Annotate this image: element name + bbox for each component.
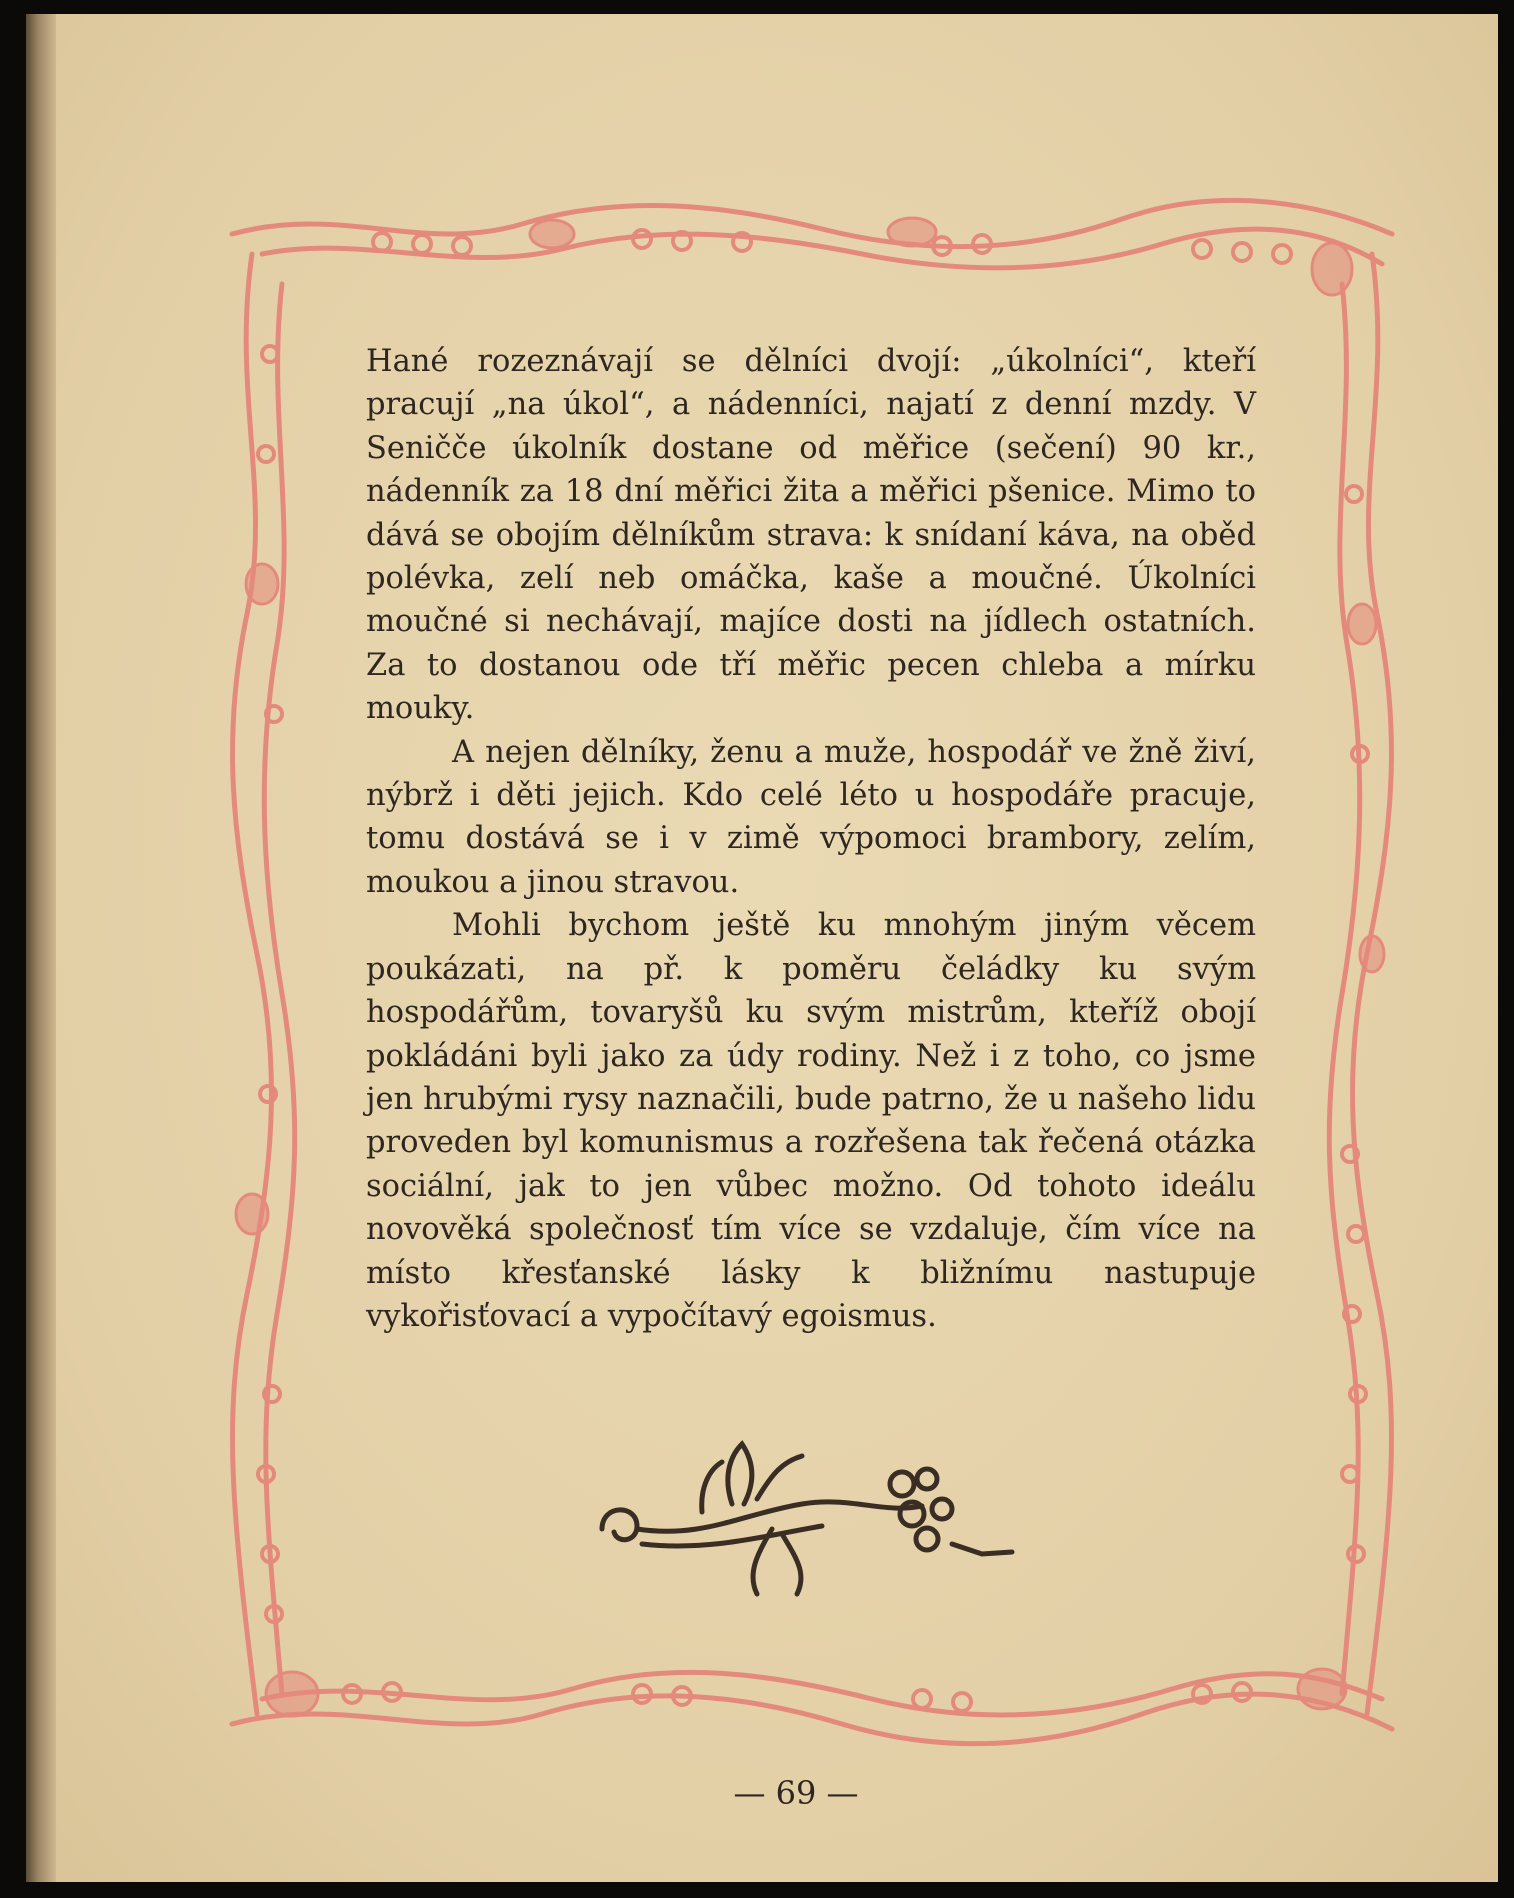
book-spine [26, 14, 56, 1882]
paragraph: A nejen dělníky, ženu a muže, hospodář ve žně živí, nýbrž i děti jejich. Kdo celé léto u hospodáře pracuje, tomu dostává se i v zimě výpomoci brambory, zelím, moukou a jinou stravou. [366, 734, 1256, 900]
page-number: — 69 — [733, 1774, 859, 1812]
body-text [366, 340, 1256, 1338]
floral-tailpiece-icon [582, 1434, 1022, 1608]
paragraph: Mohli bychom ještě ku mnohým jiným věcem poukázati, na př. k poměru čeládky ku svým hospodářům, tovaryšů ku svým mistrům, kteříž obojí pokládáni byli jako za údy rodiny. Než i z toho, co jsme jen hrubými rysy naznačili, bude patrno, že u našeho lidu proveden byl komunismus a rozřešena tak řečená otázka sociální, jak to jen vůbec možno. Od tohoto ideálu novověká společnosť tím více se vzdaluje, čím více na místo křesťanské lásky k bližnímu nastupuje vykořisťovací a vypočítavý egoismus. [366, 908, 1256, 1334]
book-page [26, 14, 1498, 1882]
paragraph: Hané rozeznávají se dělníci dvojí: „úkolníci“, kteří pracují „na úkol“, a nádenníci, najatí z denní mzdy. V Seničče úkolník dostane od měřice (sečení) 90 kr., nádenník za 18 dní měřici žita a měřici pšenice. Mimo to dává se obojím dělníkům strava: k snídaní káva, na oběd polévka, zelí neb omáčka, kaše a moučné. Úkolníci moučné si nechávají, majíce dosti na jídlech ostatních. Za to dostanou ode tří měřic pecen chleba a mírku mouky. [366, 344, 1256, 727]
